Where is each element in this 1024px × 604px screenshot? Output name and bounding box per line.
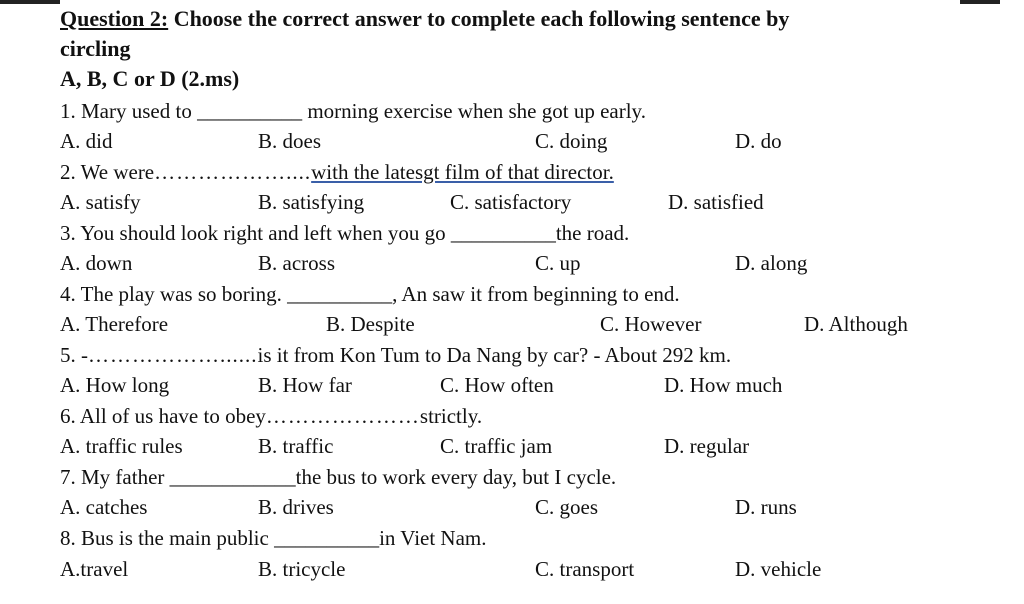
question-1-stem-start: 1. Mary used to (60, 99, 198, 123)
question-header (60, 6, 789, 32)
question-3-option-c[interactable]: C. up (535, 251, 581, 275)
question-3-option-b[interactable]: B. across (258, 251, 335, 275)
question-5-option-b[interactable]: B. How far (258, 373, 352, 397)
question-6-option-c[interactable]: C. traffic jam (440, 434, 553, 458)
question-7-option-d[interactable]: D. runs (735, 495, 797, 519)
question-2-stem-end: with the latesgt film of that director. (311, 160, 614, 184)
question-3-stem (60, 220, 629, 246)
question-1-stem-end: morning exercise when she got up early. (302, 99, 646, 123)
question-8-option-b[interactable]: B. tricycle (258, 557, 346, 581)
question-instruction: Choose the correct answer to complete each following sentence by (168, 6, 790, 31)
question-5-option-d[interactable]: D. How much (664, 373, 783, 397)
question-4-option-c[interactable]: C. However (600, 312, 702, 336)
question-8-stem (60, 525, 487, 551)
question-7-stem (60, 464, 616, 490)
question-6-stem (60, 403, 482, 429)
question-5-option-c[interactable]: C. How often (440, 373, 554, 397)
question-3-stem-start: 3. You should look right and left when you go (60, 221, 451, 245)
question-4-option-d[interactable]: D. Although (804, 312, 908, 336)
question-8-stem-end: in Viet Nam. (379, 526, 487, 550)
question-3-option-d[interactable]: D. along (735, 251, 808, 275)
question-2-stem-start: 2. We were (60, 160, 155, 184)
question-4-blank[interactable]: __________ (287, 282, 393, 306)
question-6-option-a[interactable]: A. traffic rules (60, 434, 183, 458)
question-4-stem-end: , An saw it from beginning to end. (392, 282, 680, 306)
question-5-option-a[interactable]: A. How long (60, 373, 170, 397)
question-1-blank[interactable]: __________ (197, 99, 303, 123)
question-4-stem (60, 281, 680, 307)
question-7-stem-end: the bus to work every day, but I cycle. (295, 465, 617, 489)
question-3-blank[interactable]: __________ (450, 221, 556, 245)
question-1-option-b[interactable]: B. does (258, 129, 321, 153)
question-label: Question 2: (60, 6, 169, 31)
question-6-blank[interactable]: ………………… (265, 404, 420, 428)
question-6-option-d[interactable]: D. regular (664, 434, 750, 458)
question-4-option-a[interactable]: A. Therefore (60, 312, 169, 336)
question-7-option-b[interactable]: B. drives (258, 495, 334, 519)
question-7-option-c[interactable]: C. goes (535, 495, 598, 519)
question-5-stem (60, 342, 731, 368)
question-6-stem-start: 6. All of us have to obey (60, 404, 266, 428)
question-7-stem-start: 7. My father (60, 465, 170, 489)
question-4-stem-start: 4. The play was so boring. (60, 282, 288, 306)
question-instruction-line3: A, B, C or D (2.ms) (60, 66, 240, 91)
question-2-option-a[interactable]: A. satisfy (60, 190, 141, 214)
question-2-option-b[interactable]: B. satisfying (258, 190, 365, 214)
question-5-blank[interactable]: ………………...... (88, 343, 258, 367)
question-4-option-b[interactable]: B. Despite (326, 312, 415, 336)
top-edge-mark-left (0, 0, 60, 4)
question-8-option-c[interactable]: C. transport (535, 557, 635, 581)
question-8-blank[interactable]: __________ (274, 526, 380, 550)
question-3-stem-end: the road. (555, 221, 630, 245)
question-5-stem-end: is it from Kon Tum to Da Nang by car? - About 292 km. (257, 343, 732, 367)
question-6-option-b[interactable]: B. traffic (258, 434, 334, 458)
question-7-option-a[interactable]: A. catches (60, 495, 148, 519)
question-instruction-line2: circling (60, 36, 131, 61)
question-1-stem (60, 98, 646, 124)
question-6-stem-end: strictly. (419, 404, 483, 428)
top-edge-mark-right (960, 0, 1000, 4)
question-2-option-c[interactable]: C. satisfactory (450, 190, 572, 214)
question-8-option-a[interactable]: A.travel (60, 557, 129, 581)
question-2-option-d[interactable]: D. satisfied (668, 190, 764, 214)
question-1-option-a[interactable]: A. did (60, 129, 113, 153)
question-1-option-c[interactable]: C. doing (535, 129, 608, 153)
question-1-option-d[interactable]: D. do (735, 129, 782, 153)
question-2-stem (60, 159, 614, 185)
question-3-option-a[interactable]: A. down (60, 251, 133, 275)
question-8-option-d[interactable]: D. vehicle (735, 557, 822, 581)
question-2-blank[interactable]: ……………….... (154, 160, 312, 184)
question-5-stem-start: 5. - (60, 343, 88, 367)
question-7-blank[interactable]: ____________ (169, 465, 296, 489)
question-8-stem-start: 8. Bus is the main public (60, 526, 275, 550)
